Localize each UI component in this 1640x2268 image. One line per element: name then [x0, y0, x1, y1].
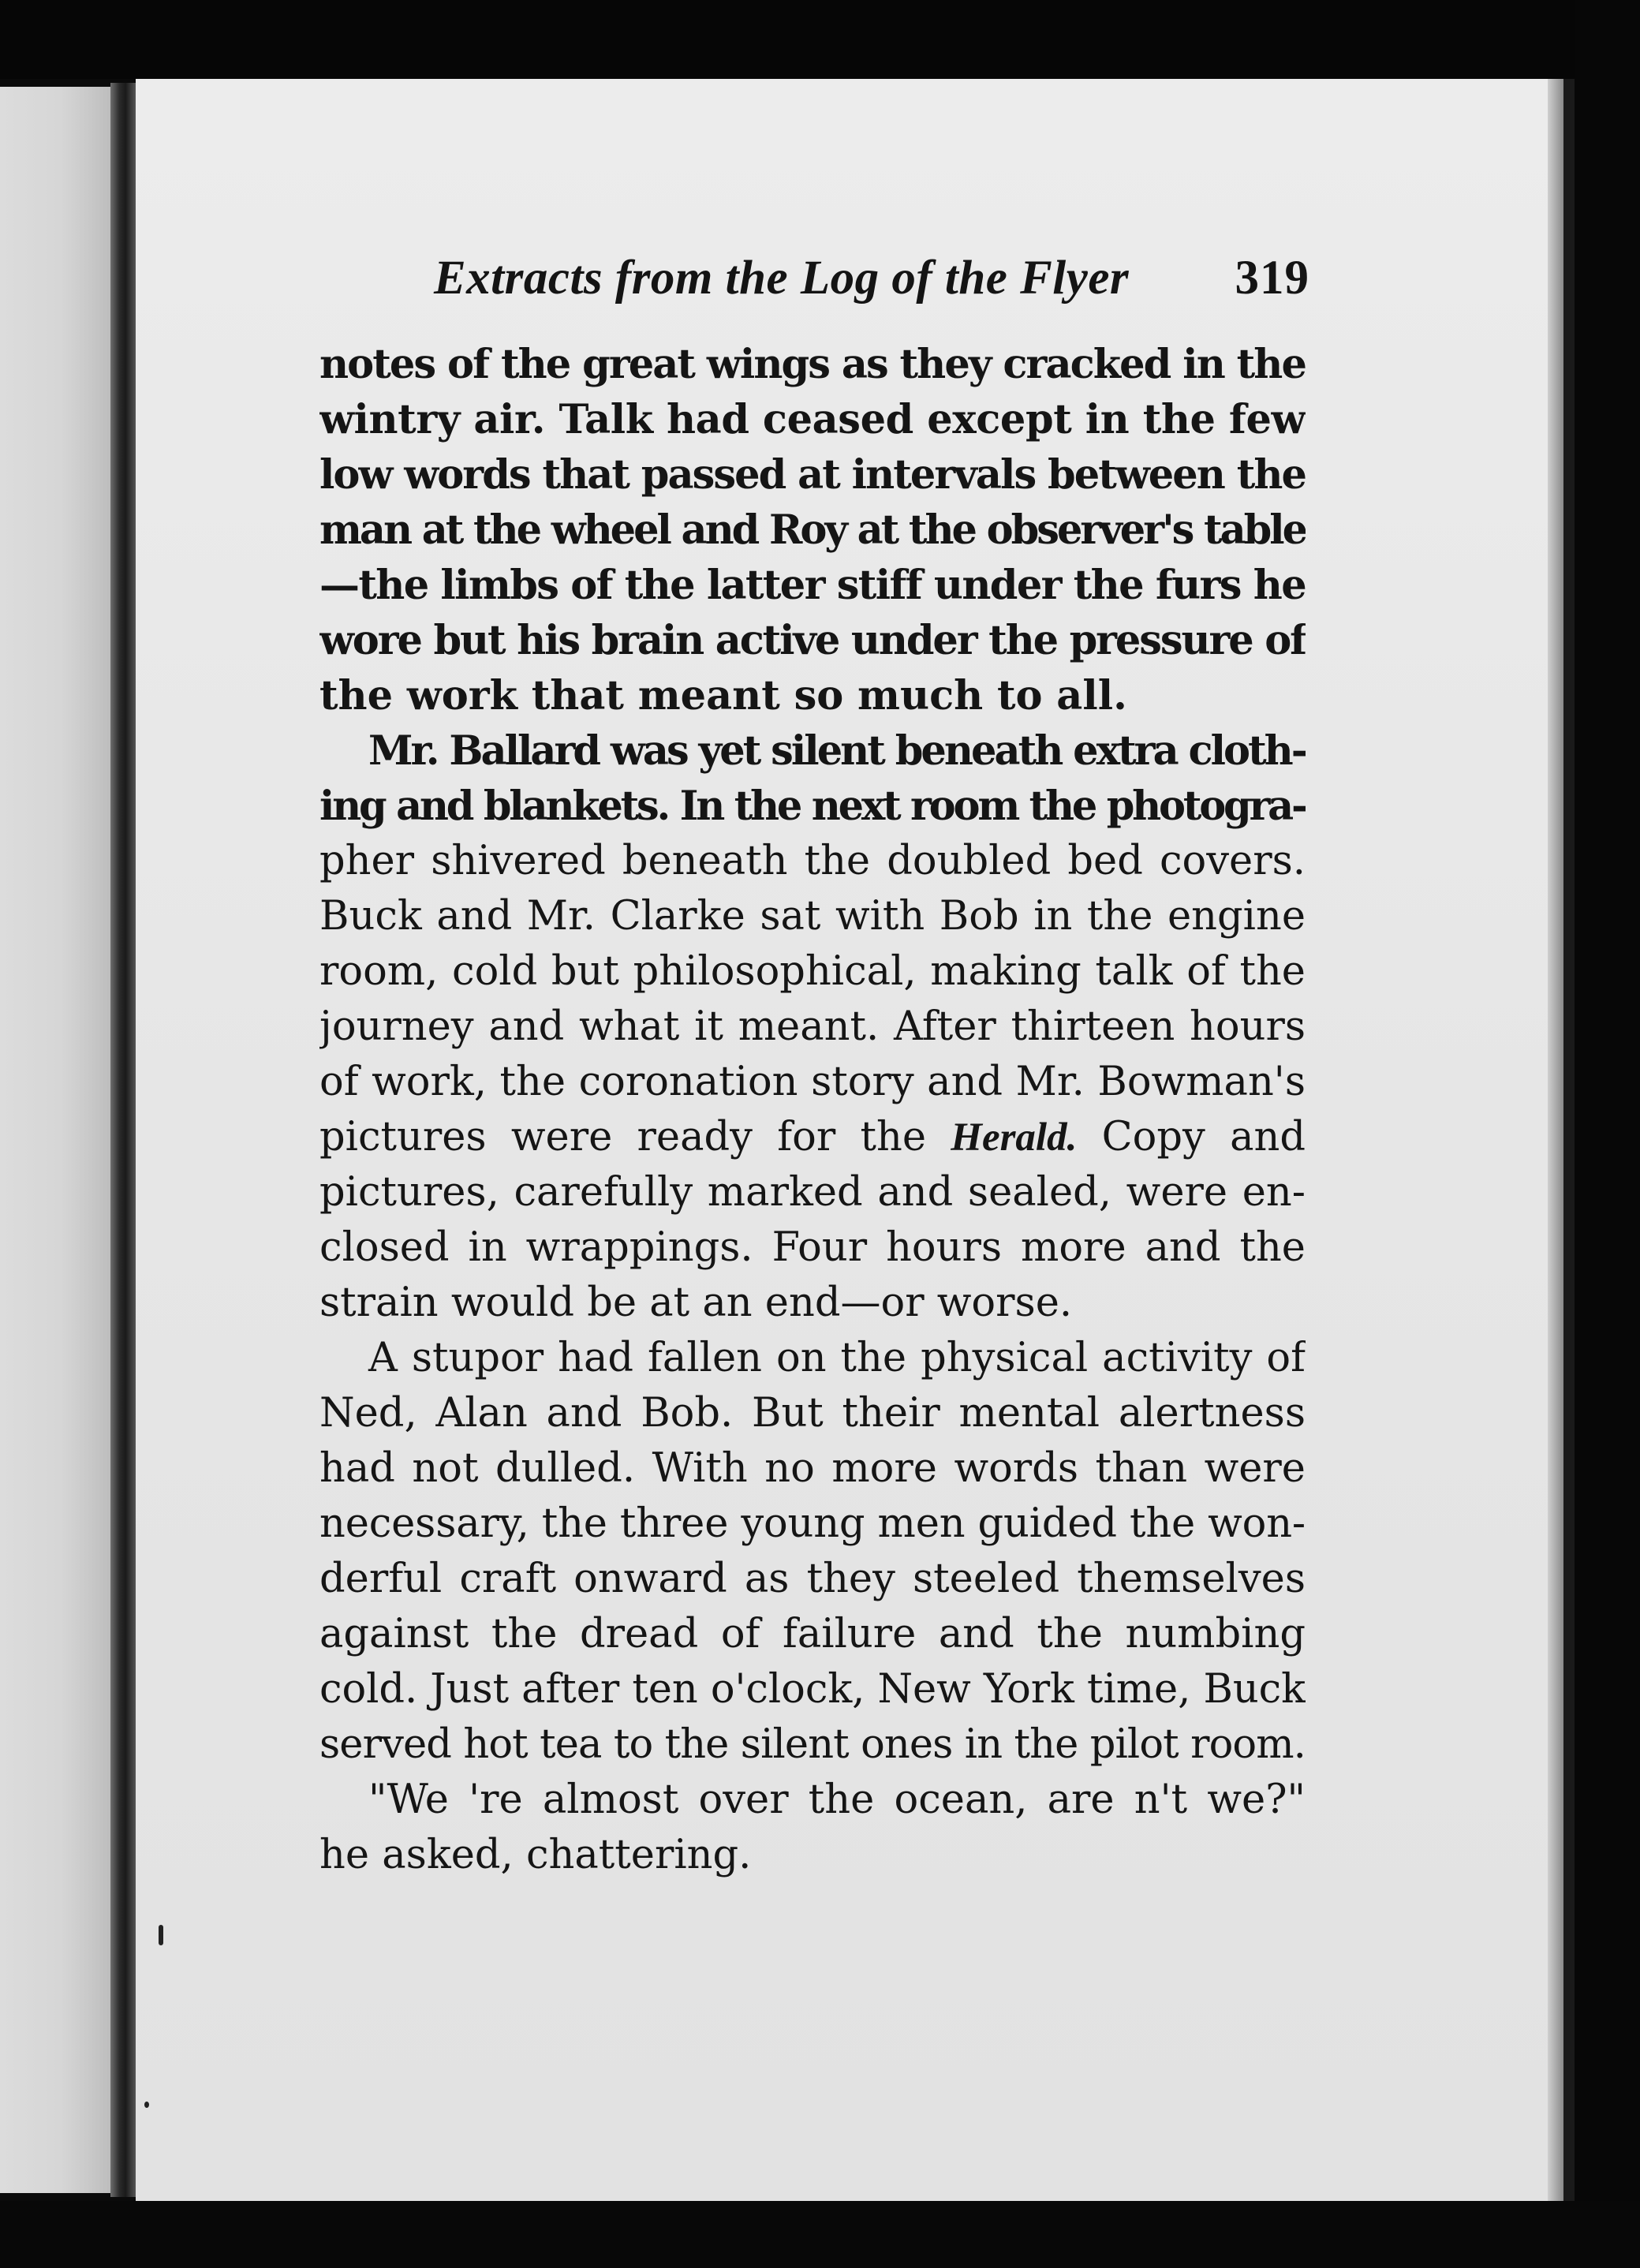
- text-line: room, cold but philosophical, making talk of the: [319, 948, 1306, 995]
- scan-right-border: [1575, 0, 1640, 2268]
- running-title: Extracts from the Log of the Flyer: [434, 252, 1130, 305]
- text-line: Mr. Ballard was yet silent beneath extra cloth-: [368, 727, 1306, 775]
- text-line: —the limbs of the latter stiff under the furs he: [319, 562, 1306, 609]
- page-body-text: [319, 337, 1306, 1883]
- paragraph-4: [319, 1773, 1306, 1883]
- text-line: the work that meant so much to all.: [319, 672, 1127, 719]
- book-gutter: [110, 83, 136, 2197]
- text-line: of work, the coronation story and Mr. Bowman's: [319, 1059, 1306, 1105]
- text-line: ing and blankets. In the next room the photogra-: [319, 783, 1306, 830]
- herald-newspaper-name: Herald.: [951, 1115, 1078, 1160]
- text-line: cold. Just after ten o'clock, New York time, Buck: [319, 1666, 1306, 1713]
- paragraph-1: [319, 337, 1306, 723]
- text-line: man at the wheel and Roy at the observer's table: [319, 506, 1306, 554]
- text-line: low words that passed at intervals between the: [319, 451, 1306, 499]
- text-line: wintry air. Talk had ceased except in the few: [319, 396, 1306, 443]
- running-header: [323, 251, 1309, 314]
- paragraph-3: [319, 1331, 1306, 1773]
- text-line: served hot tea to the silent ones in the pilot room.: [319, 1721, 1306, 1768]
- text-line-herald: [319, 1110, 1306, 1165]
- text-line: strain would be at an end—or worse.: [319, 1280, 1073, 1326]
- herald-line-after: Copy and: [1101, 1114, 1306, 1160]
- text-line: A stupor had fallen on the physical activity of: [368, 1335, 1306, 1381]
- text-line: wore but his brain active under the pressure of: [319, 617, 1306, 664]
- text-line: he asked, chattering.: [319, 1832, 752, 1878]
- paragraph-2: [319, 723, 1306, 1331]
- text-line: notes of the great wings as they cracked in the: [319, 341, 1306, 388]
- text-line: Ned, Alan and Bob. But their mental alertness: [319, 1390, 1306, 1437]
- text-line: pictures, carefully marked and sealed, were en-: [319, 1169, 1306, 1216]
- text-line: derful craft onward as they steeled themselves: [319, 1556, 1306, 1602]
- text-line: "We 're almost over the ocean, are n't we?": [368, 1777, 1306, 1823]
- herald-line-before: pictures were ready for the: [319, 1114, 926, 1160]
- page-right-edge: [1548, 79, 1563, 2201]
- page-number: 319: [1235, 252, 1309, 305]
- scan-bottom-border: [0, 2201, 1640, 2268]
- dust-speck: [159, 1925, 163, 1945]
- text-line: Buck and Mr. Clarke sat with Bob in the engine: [319, 893, 1306, 940]
- text-line: pher shivered beneath the doubled bed covers.: [319, 838, 1306, 884]
- text-line: against the dread of failure and the numbing: [319, 1611, 1306, 1657]
- dust-speck: [144, 2102, 149, 2108]
- text-line: necessary, the three young men guided the won-: [319, 1500, 1306, 1547]
- text-line: had not dulled. With no more words than were: [319, 1445, 1306, 1492]
- page-right-shadow: [1563, 79, 1575, 2201]
- scan-top-border: [0, 0, 1640, 79]
- text-line: journey and what it meant. After thirteen hours: [319, 1003, 1306, 1050]
- facing-page-edge: [0, 87, 110, 2193]
- text-line: closed in wrappings. Four hours more and the: [319, 1224, 1306, 1271]
